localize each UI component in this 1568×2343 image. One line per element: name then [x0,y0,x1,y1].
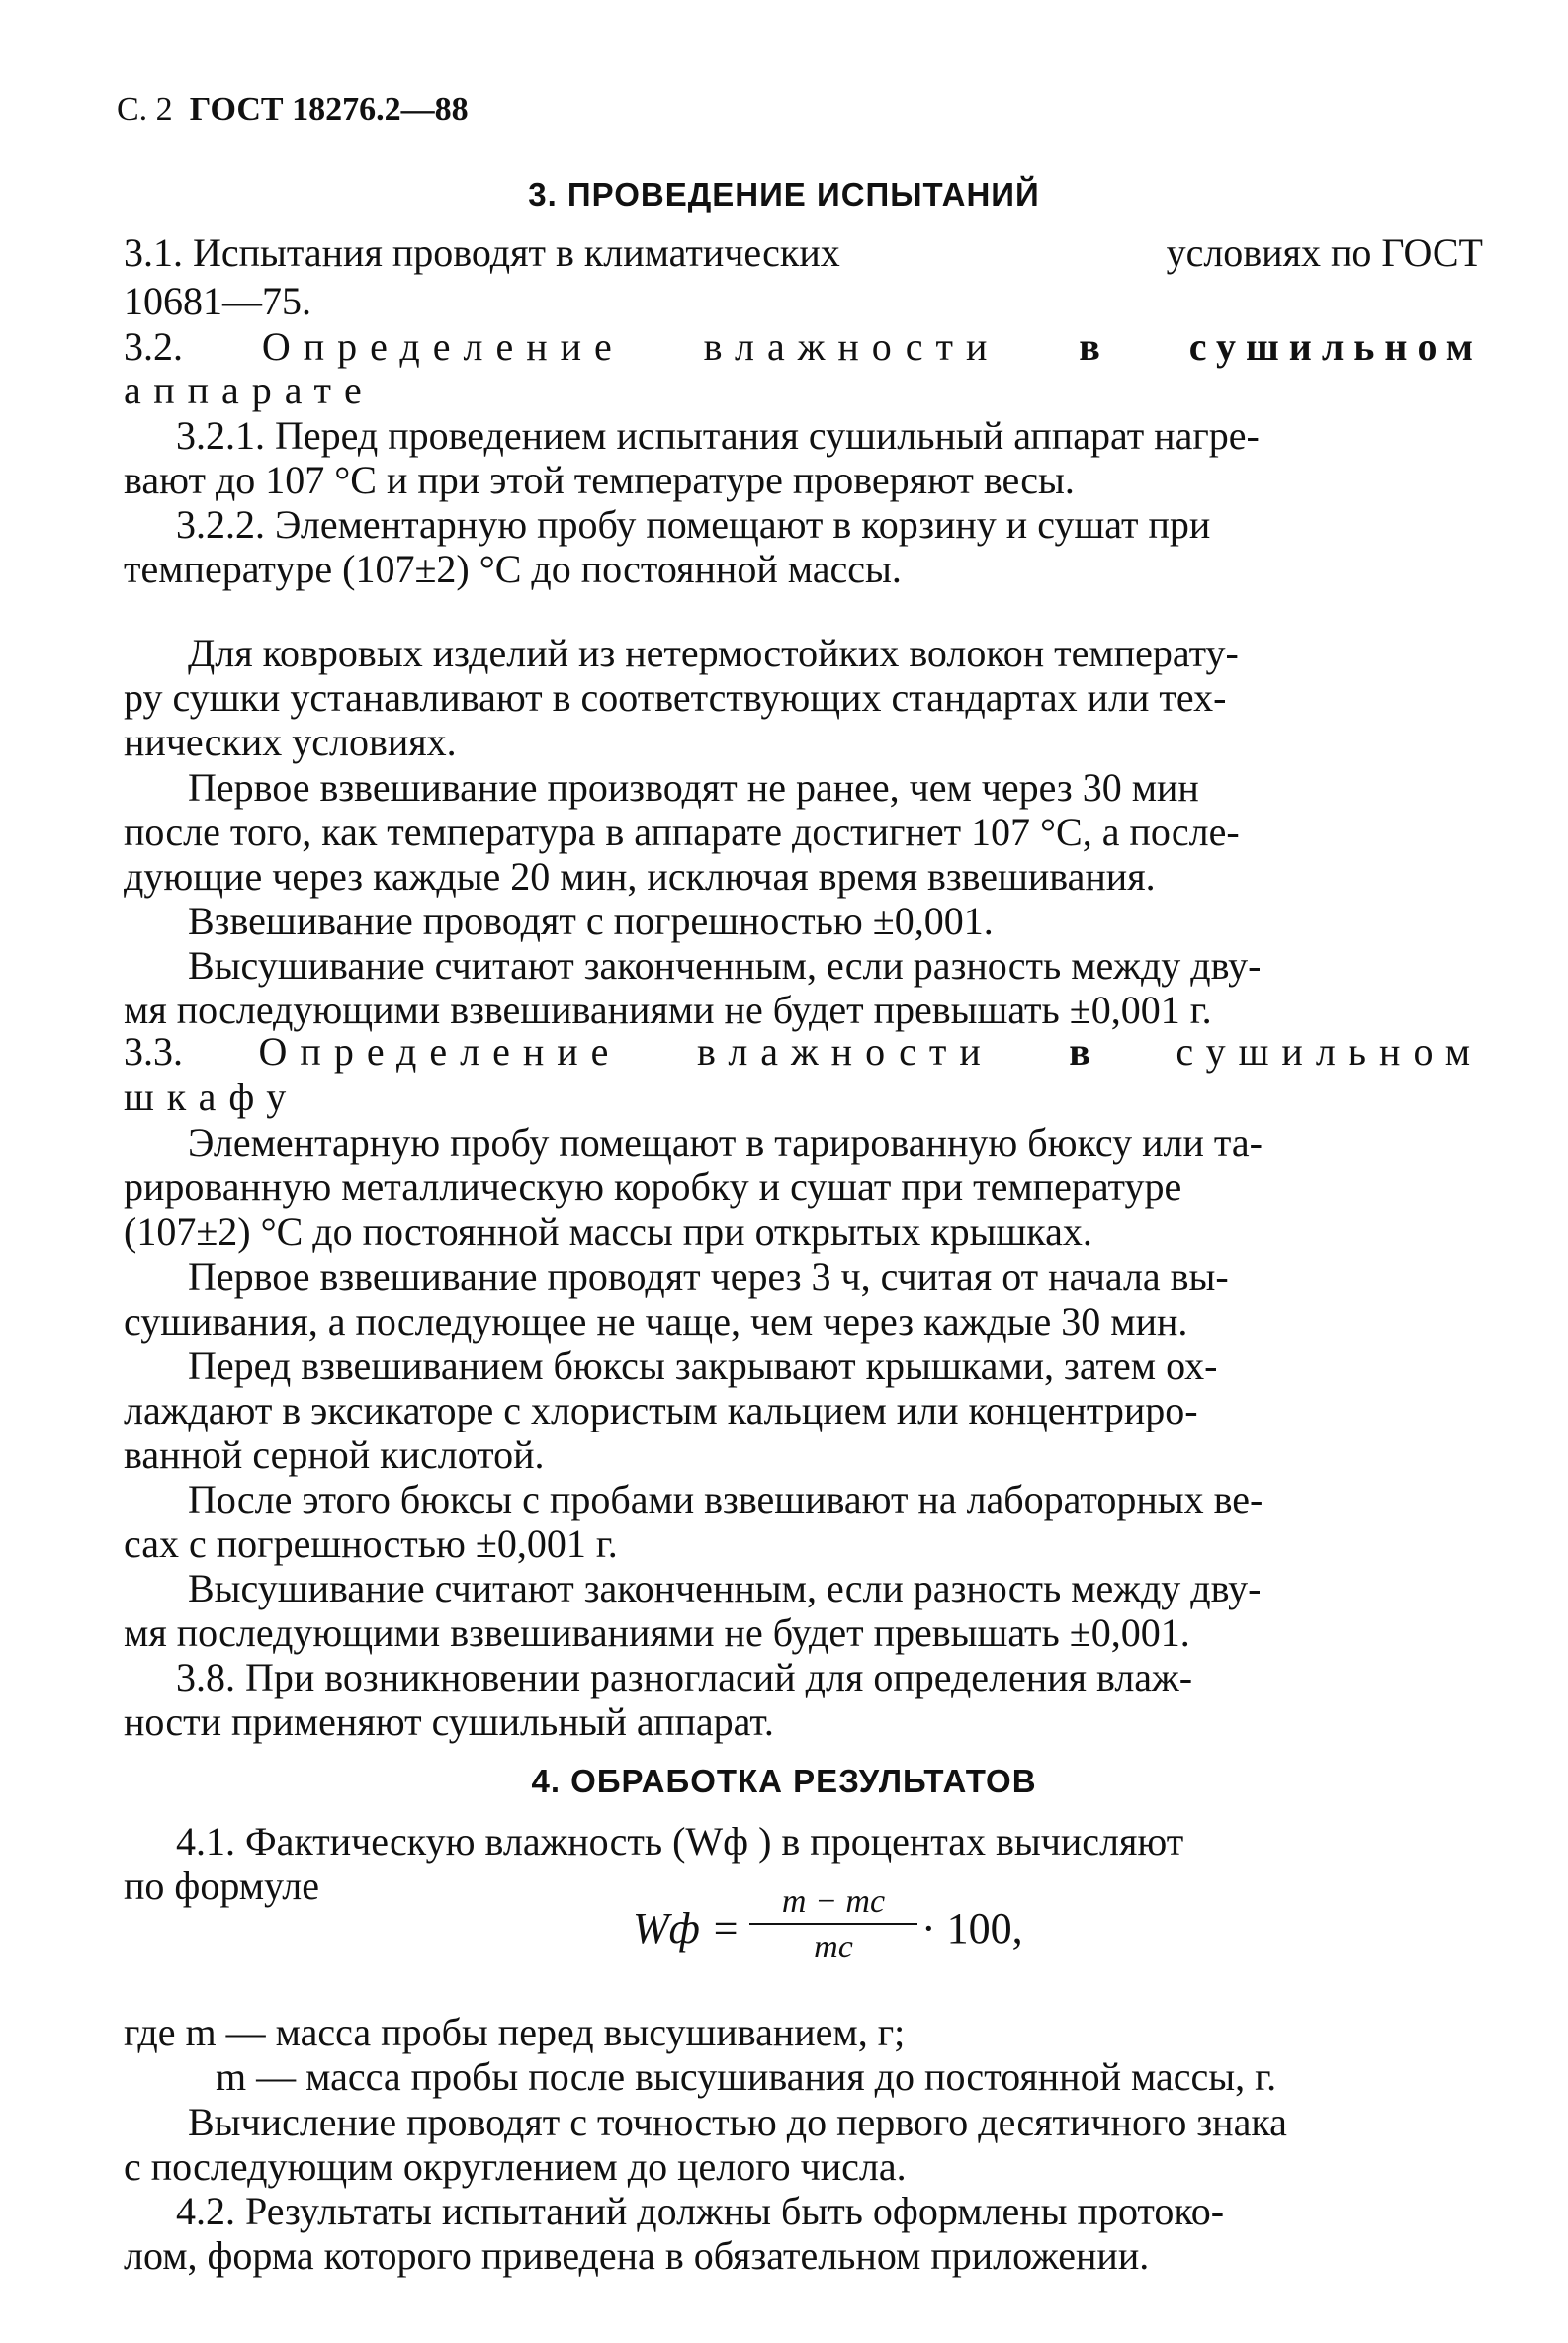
page-header [117,91,469,129]
p31-line-1 [124,230,1483,275]
calc-line-2: с последующим округлением до целого числа. [124,2144,907,2189]
formula-rhs: · 100, [921,1904,1023,1952]
p-dry2-line-2: мя последующими взвешиваниями не будет превышать ±0,001. [124,1610,1190,1655]
page-number: С. 2 [117,91,173,128]
calc-line-1: Вычисление проводят с точностью до первого десятичного знака [188,2100,1287,2144]
p-kovr-line-2: ру сушки устанавливают в соответствующих стандартах или тех- [124,675,1227,720]
p32-word-4: сушильном [1188,324,1483,369]
where-line-2: m — масса пробы после высушивания до постоянной массы, г. [216,2054,1277,2099]
p31-line-1a: 3.1. Испытания проводят в климатических [124,230,840,275]
p-first2-line-2: сушивания, а последующее не чаще, чем через каждые 30 мин. [124,1299,1188,1344]
formula-numerator: m − mс [781,1883,886,1920]
p-kovr-line-3: нических условиях. [124,720,457,764]
p-dry2-line-1: Высушивание считают законченным, если разность между дву- [188,1566,1262,1610]
p-weigh: Взвешивание проводят с погрешностью ±0,001. [188,899,994,943]
p33-word-1: Определение [258,1029,622,1074]
p32-word-3: в [1079,324,1110,369]
p-after-line-1: После этого бюксы с пробами взвешивают на лабораторных ве- [188,1477,1263,1521]
p32-line-2: аппарате [124,368,375,412]
p-first-line-2: после того, как температура в аппарате достигнет 107 °С, а после- [124,810,1240,854]
p-before-line-2: лаждают в эксикаторе с хлористым кальцием или концентриро- [124,1388,1198,1432]
section-4-heading: 4. ОБРАБОТКА РЕЗУЛЬТАТОВ [531,1763,1037,1799]
p33-word-2: влажности [696,1029,994,1074]
p41-line-2: по формуле [124,1864,319,1908]
p321-line-2: вают до 107 °С и при этой температуре проверяют весы. [124,458,1075,502]
p31-line-2: 10681—75. [124,279,311,323]
p42-line-2: лом, форма которого приведена в обязательном приложении. [124,2233,1150,2278]
p-first2-line-1: Первое взвешивание проводят через 3 ч, считая от начала вы- [188,1255,1229,1299]
p-after-line-2: сах с погрешностью ±0,001 г. [124,1521,618,1566]
p41-line-1: 4.1. Фактическую влажность (Wф ) в процентах вычисляют [176,1819,1184,1864]
p38-line-2: ности применяют сушильный аппарат. [124,1699,774,1744]
p-before-line-3: ванной серной кислотой. [124,1432,545,1477]
moisture-formula [633,1883,1048,2002]
p42-line-1: 4.2. Результаты испытаний должны быть оформлены протоко- [176,2189,1225,2233]
section-3-heading: 3. ПРОВЕДЕНИЕ ИСПЫТАНИЙ [528,176,1040,213]
p321-line-1: 3.2.1. Перед проведением испытания сушильный аппарат нагре- [176,413,1260,458]
p32-word-1: Определение [261,324,625,369]
p-el-line-3: (107±2) °С до постоянной массы при открытых крышках. [124,1209,1092,1254]
p33-number: 3.3. [124,1029,183,1074]
p-dry-line-2: мя последующими взвешиваниями не будет превышать ±0,001 г. [124,988,1212,1032]
p-first-line-1: Первое взвешивание производят не ранее, чем через 30 мин [188,765,1199,810]
p38-line-1: 3.8. При возникновении разногласий для определения влаж- [176,1655,1193,1699]
p32-heading [124,324,1483,369]
p322-line-1: 3.2.2. Элементарную пробу помещают в корзину и сушат при [176,502,1211,547]
where-line-1: где m — масса пробы перед высушиванием, г; [124,2010,906,2054]
formula-lhs: Wф = [633,1904,740,1952]
formula-fraction [749,1883,917,1966]
p33-heading [124,1029,1483,1074]
fraction-bar [749,1923,917,1925]
p32-number: 3.2. [124,324,183,369]
standard-id: ГОСТ 18276.2—88 [189,91,469,128]
p-first-line-3: дующие через каждые 20 мин, исключая время взвешивания. [124,854,1156,899]
p33-word-4: сушильном [1176,1029,1483,1074]
formula-denominator: mс [814,1929,853,1965]
p33-line-2: шкафу [124,1075,300,1119]
p-el-line-1: Элементарную пробу помещают в тарированную бюксу или та- [188,1120,1263,1165]
p-before-line-1: Перед взвешиванием бюксы закрывают крышками, затем ох- [188,1344,1218,1388]
p31-line-1b: условиях по ГОСТ [1166,230,1483,275]
p-kovr-line-1: Для ковровых изделий из нетермостойких волокон температу- [188,631,1239,675]
p322-line-2: температуре (107±2) °С до постоянной массы. [124,547,902,591]
p32-word-2: влажности [703,324,1001,369]
p-el-line-2: рированную металлическую коробку и сушат при температуре [124,1165,1182,1209]
p-dry-line-1: Высушивание считают законченным, если разность между дву- [188,943,1262,988]
p33-word-3: в [1069,1029,1100,1074]
